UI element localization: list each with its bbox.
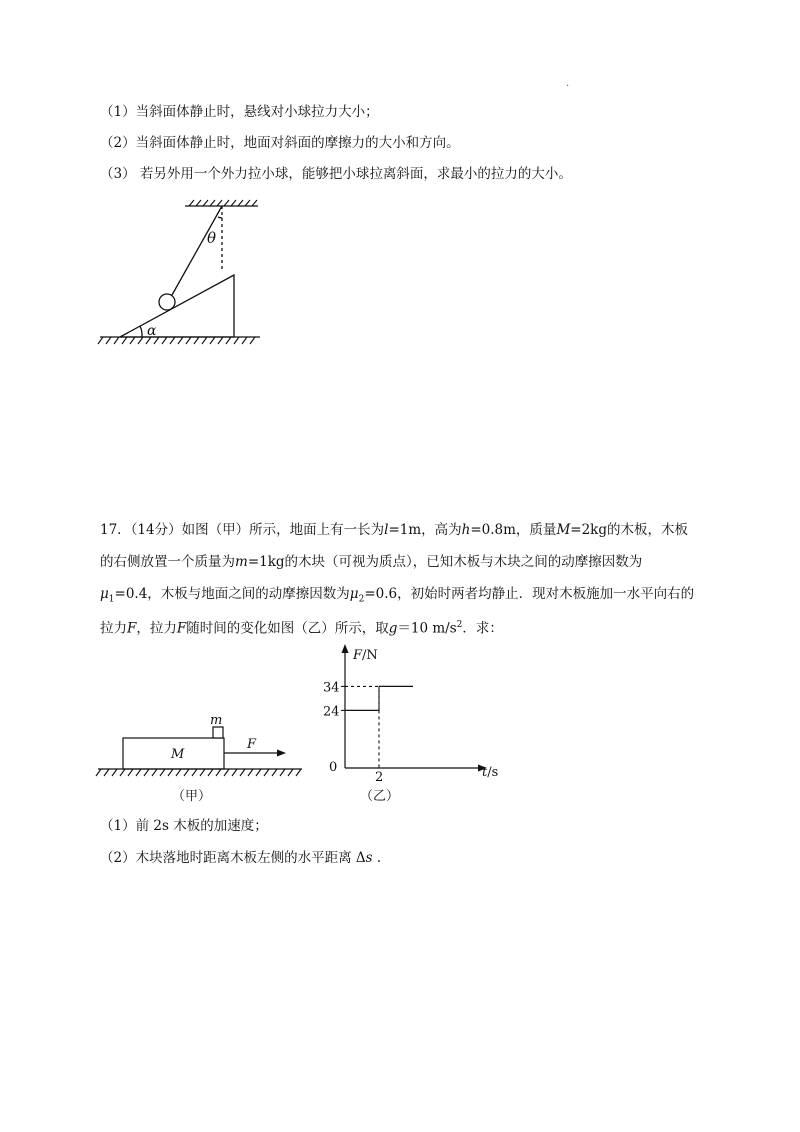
y-tick-label: 34 (323, 680, 340, 696)
q16-sub3: （3） 若另外用一个外力拉小球，能够把小球拉离斜面，求最小的拉力的大小。 (100, 166, 572, 182)
y-tick-label: 24 (323, 704, 340, 720)
theta-label: θ (207, 229, 217, 247)
ground-hatching (98, 337, 255, 344)
q17-ft-chart (320, 640, 510, 810)
x-tick-label: 2 (375, 770, 384, 785)
q17-board-figure (95, 705, 305, 805)
label-M: M (171, 747, 185, 762)
alpha-label: α (147, 323, 157, 339)
q16-sub1: （1）当斜面体静止时，悬线对小球拉力大小； (100, 104, 379, 120)
q17-line1: 17．（14分）如图（甲）所示，地面上有一长为l=1m，高为h=0.8m，质量M=2kg的木板，木板 (100, 522, 688, 538)
q17-line4: 拉力F，拉力F随时间的变化如图（乙）所示，取g＝10 $m/s^2$．求： (100, 620, 503, 637)
q16-incline-figure (95, 195, 265, 355)
caption-yi: （乙） (360, 789, 400, 804)
alpha-arc (140, 326, 142, 337)
string-line (172, 206, 222, 295)
label-F: F (247, 737, 257, 752)
q16-sub2: （2）当斜面体静止时，地面对斜面的摩擦力的大小和方向。 (100, 135, 460, 151)
block-m (213, 727, 223, 738)
ground-hatching-jia (96, 769, 301, 776)
q17-line3: $\mu_1=0.4$，木板与地面之间的动摩擦因数为$\mu_2=0.6$，初始时两者均静止．现对木板施加一水平向右的 (100, 586, 695, 605)
caption-jia: （甲） (172, 789, 212, 804)
page-mark: . (566, 78, 570, 89)
theta-arc (218, 217, 222, 218)
q17-sub1: （1）前 2s 木板的加速度； (100, 818, 268, 834)
incline-triangle (120, 275, 234, 337)
y-axis-arrowhead (342, 644, 349, 653)
x-axis-label: t/s (482, 765, 499, 780)
q17-line2: 的右侧放置一个质量为m=1kg的木块（可视为质点），已知木板与木块之间的动摩擦因数为 (100, 554, 643, 570)
force-arrowhead (277, 750, 286, 757)
ceiling-hatching (189, 200, 257, 206)
ball (159, 294, 175, 310)
q17-sub2: （2）木块落地时距离木板左侧的水平距离 Δs . (100, 850, 382, 866)
y-axis-label: F/N (353, 648, 378, 663)
origin-label: 0 (329, 760, 338, 775)
label-m: m (210, 713, 223, 728)
